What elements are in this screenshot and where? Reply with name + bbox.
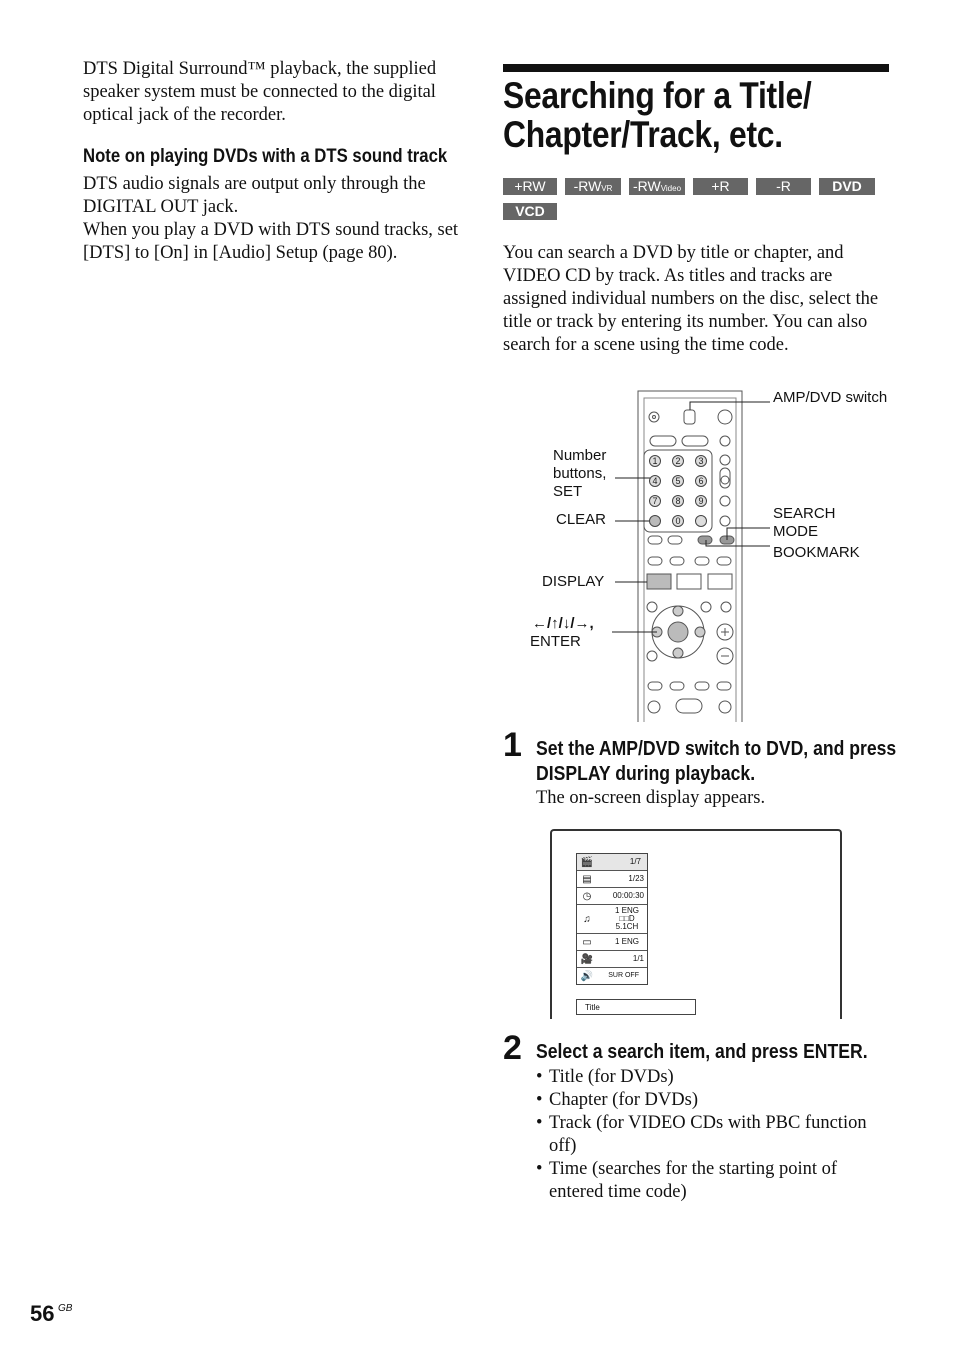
list-item: • Chapter (for DVDs) bbox=[536, 1089, 896, 1112]
keypad-8: 8 bbox=[675, 496, 681, 506]
title-icon: 🎬 bbox=[580, 856, 594, 868]
audio-icon: ♫ bbox=[583, 913, 591, 925]
osd-row-time: ◷ 00:00:30 bbox=[577, 888, 647, 905]
callout-display: DISPLAY bbox=[542, 573, 605, 590]
keypad-3: 3 bbox=[698, 456, 704, 466]
osd-row-audio: ♫ 1 ENG □□D 5.1CH bbox=[577, 905, 647, 934]
osd-row-angle: 🎥 1/1 bbox=[577, 951, 647, 968]
list-item: • Track (for VIDEO CDs with PBC function off) bbox=[536, 1112, 896, 1158]
badge-plus-rw: +RW bbox=[503, 178, 557, 195]
subtitle-icon: ▭ bbox=[582, 936, 592, 948]
badge-minus-rw-video: -RWVideo bbox=[629, 178, 685, 195]
step-1-number: 1 bbox=[503, 726, 522, 764]
list-item: • Title (for DVDs) bbox=[536, 1066, 896, 1089]
list-item: • Time (searches for the starting point of entered time code) bbox=[536, 1158, 896, 1204]
osd-status-bar: Title bbox=[576, 999, 696, 1015]
keypad-9: 9 bbox=[698, 496, 704, 506]
osd-menu bbox=[576, 853, 648, 985]
step-2-number: 2 bbox=[503, 1029, 522, 1067]
badge-minus-rw-vr: -RWVR bbox=[565, 178, 621, 195]
keypad-7: 7 bbox=[652, 496, 658, 506]
page-number-suffix: GB bbox=[58, 1303, 73, 1314]
keypad-2: 2 bbox=[675, 456, 681, 466]
step-1-instruction: Set the AMP/DVD switch to DVD, and press DISPLAY during playback. bbox=[536, 738, 897, 785]
keypad-6: 6 bbox=[698, 476, 704, 486]
on-screen-display bbox=[550, 829, 842, 1019]
callout-clear: CLEAR bbox=[556, 511, 607, 528]
callout-enter: ENTER bbox=[530, 633, 581, 650]
badge-minus-r: -R bbox=[756, 178, 811, 195]
callout-arrows: ←/↑/↓/→, bbox=[532, 615, 594, 632]
dts-paragraph: DTS Digital Surround™ playback, the supplied speaker system must be connected to the digital optical jack of the recorder. bbox=[83, 59, 437, 125]
title-rule bbox=[503, 64, 889, 72]
step-2-instruction: Select a search item, and press ENTER. bbox=[536, 1041, 868, 1063]
keypad-0: 0 bbox=[675, 516, 681, 526]
page-title: Searching for a Title/ Chapter/Track, etc. bbox=[503, 75, 812, 155]
badge-dvd: DVD bbox=[819, 178, 875, 195]
note-paragraph-2: When you play a DVD with DTS sound tracks, set [DTS] to [On] in [Audio] Setup (page 80). bbox=[83, 220, 459, 263]
keypad-4: 4 bbox=[652, 476, 658, 486]
angle-icon: 🎥 bbox=[580, 953, 594, 965]
osd-row-chapter: ▤ 1/23 bbox=[577, 871, 647, 888]
callout-search-mode: SEARCH MODE bbox=[773, 505, 836, 540]
search-item-list bbox=[536, 1066, 896, 1204]
osd-row-title: 🎬 1/7 bbox=[577, 854, 647, 871]
callout-amp-dvd: AMP/DVD switch bbox=[773, 389, 888, 406]
osd-row-surround: 🔊 SUR OFF bbox=[577, 968, 647, 984]
note-paragraph-1: DTS audio signals are output only through the DIGITAL OUT jack. bbox=[83, 174, 426, 217]
intro-paragraph: You can search a DVD by title or chapter, and VIDEO CD by track. As titles and tracks are assigned individual numbers on the disc, select the title or track by entering its number. You can also search for a scene using the time code. bbox=[503, 243, 879, 355]
surround-icon: 🔊 bbox=[580, 970, 594, 982]
callout-bookmark: BOOKMARK bbox=[773, 544, 860, 561]
note-heading: Note on playing DVDs with a DTS sound track bbox=[83, 146, 448, 167]
keypad-5: 5 bbox=[675, 476, 681, 486]
time-icon: ◷ bbox=[582, 890, 592, 902]
keypad-1: 1 bbox=[652, 456, 658, 466]
badge-plus-r: +R bbox=[693, 178, 748, 195]
left-column bbox=[83, 58, 471, 265]
step-1-description: The on-screen display appears. bbox=[536, 788, 766, 808]
osd-row-subtitle: ▭ 1 ENG bbox=[577, 934, 647, 951]
page-number: 56 bbox=[30, 1301, 55, 1326]
chapter-icon: ▤ bbox=[582, 873, 592, 885]
callout-number-buttons: Number buttons, SET bbox=[553, 447, 607, 500]
badge-vcd: VCD bbox=[503, 203, 557, 220]
remote-control-figure bbox=[520, 388, 900, 723]
